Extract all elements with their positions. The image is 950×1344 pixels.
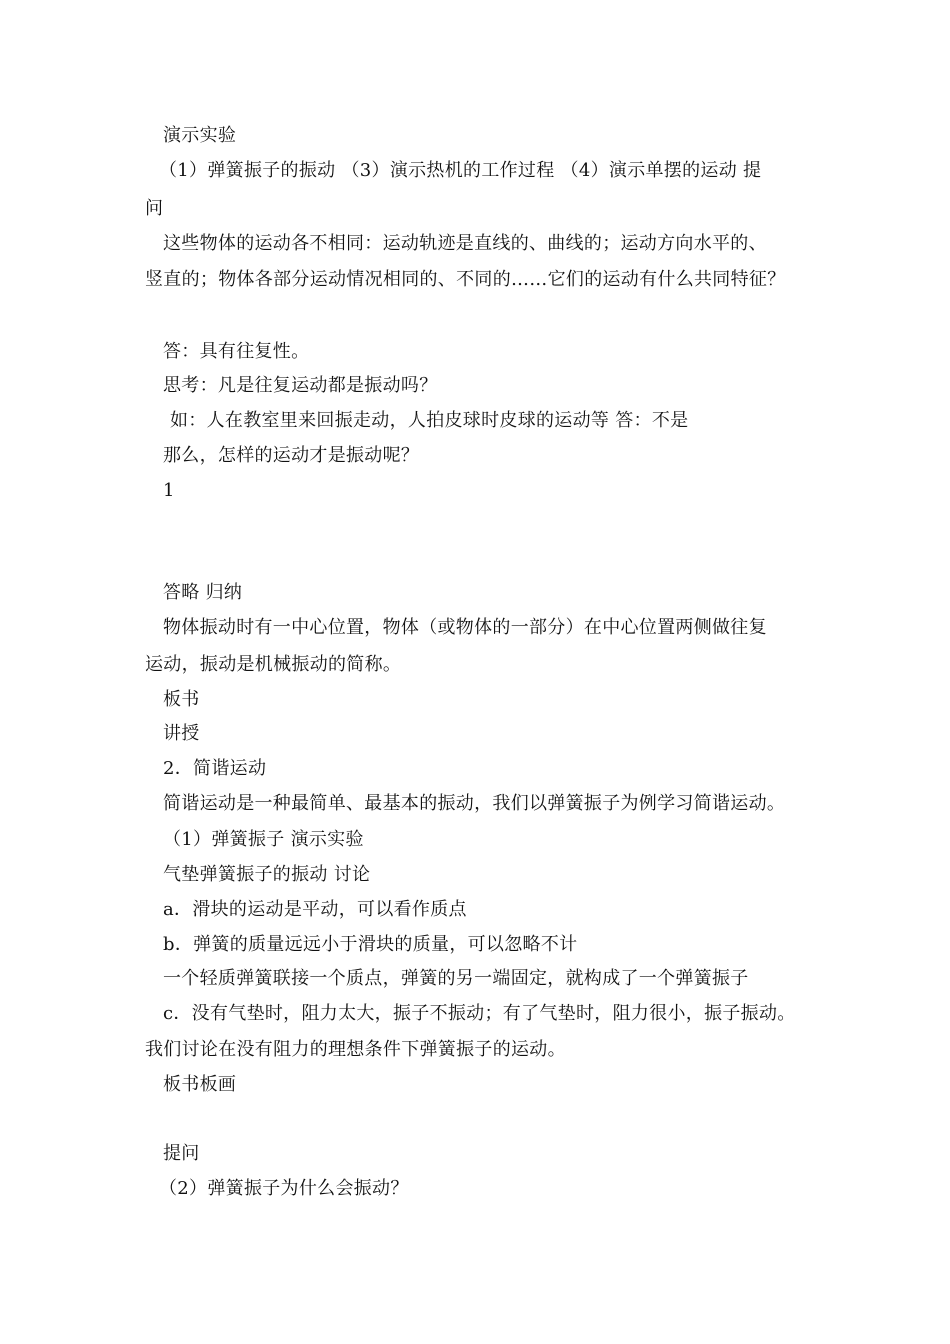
text-line: 板书 xyxy=(163,689,200,710)
section-heading: 2．简谐运动 xyxy=(163,758,267,779)
text-line: 我们讨论在没有阻力的理想条件下弹簧振子的运动。 xyxy=(145,1039,566,1060)
text-line: （2）弹簧振子为什么会振动？ xyxy=(159,1178,409,1199)
text-line: 演示实验 xyxy=(163,125,237,146)
text-line: 讲授 xyxy=(163,723,200,744)
text-line: 那么，怎样的运动才是振动呢？ xyxy=(163,445,420,466)
text-line: 如：人在教室里来回振走动，人拍皮球时皮球的运动等 答：不是 xyxy=(170,410,689,431)
text-line: b．弹簧的质量远远小于滑块的质量，可以忽略不计 xyxy=(163,934,578,955)
text-line: 气垫弹簧振子的振动 讨论 xyxy=(163,864,371,885)
text-line: 这些物体的运动各不相同：运动轨迹是直线的、曲线的；运动方向水平的、 xyxy=(163,233,767,254)
text-line: a．滑块的运动是平动，可以看作质点 xyxy=(163,899,467,920)
text-line: 思考：凡是往复运动都是振动吗？ xyxy=(163,375,438,396)
text-line: c．没有气垫时，阻力太大，振子不振动；有了气垫时，阻力很小，振子振动。 xyxy=(163,1003,796,1024)
page-number: 1 xyxy=(163,480,175,501)
text-line: 简谐运动是一种最简单、最基本的振动，我们以弹簧振子为例学习简谐运动。 xyxy=(163,793,786,814)
text-line: 问 xyxy=(145,198,164,219)
text-line: 提问 xyxy=(163,1143,200,1164)
text-line: 答：具有往复性。 xyxy=(163,341,310,362)
text-line: 运动，振动是机械振动的简称。 xyxy=(145,654,402,675)
text-line: （1）弹簧振子的振动 （3）演示热机的工作过程 （4）演示单摆的运动 提 xyxy=(159,160,762,181)
text-line: 板书板画 xyxy=(163,1074,237,1095)
text-line: 一个轻质弹簧联接一个质点，弹簧的另一端固定，就构成了一个弹簧振子 xyxy=(163,968,749,989)
text-line: 物体振动时有一中心位置，物体（或物体的一部分）在中心位置两侧做往复 xyxy=(163,617,767,638)
text-line: 答略 归纳 xyxy=(163,582,243,603)
text-line: （1）弹簧振子 演示实验 xyxy=(163,829,364,850)
text-line: 竖直的；物体各部分运动情况相同的、不同的……它们的运动有什么共同特征？ xyxy=(145,269,786,290)
